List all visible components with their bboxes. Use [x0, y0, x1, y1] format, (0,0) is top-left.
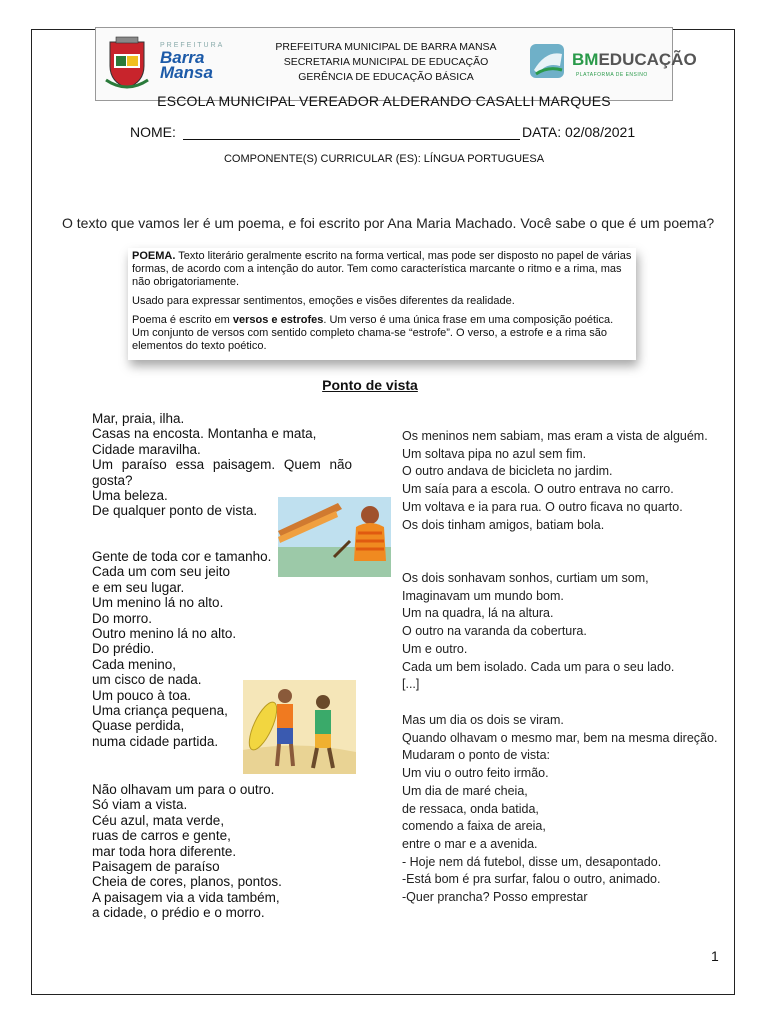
verse: Imaginavam um mundo bom. [402, 588, 564, 603]
bm-educacao-wordmark: BMEDUCAÇÃO [572, 50, 697, 69]
verse: Um na quadra, lá na altura. [402, 606, 554, 621]
verse: e em seu lugar. [92, 579, 185, 595]
intro-question: O texto que vamos ler é um poema, e foi escrito por Ana Maria Machado. Você sabe o que é um poema? [62, 215, 715, 231]
poem-definition-box [128, 248, 636, 360]
verse: Um paraíso essa paisagem. Quem não [92, 457, 352, 473]
verse: gosta? [92, 472, 133, 488]
verse: Cada menino, [92, 656, 177, 672]
verse: um cisco de nada. [92, 672, 202, 688]
verse: a cidade, o prédio e o morro. [92, 905, 265, 921]
curricular-component: COMPONENTE(S) CURRICULAR (ES): LÍNGUA PORTUGUESA [223, 153, 545, 165]
right-stanza-2 [402, 570, 674, 694]
verse: Só viam a vista. [92, 797, 188, 813]
verse: Gente de toda cor e tamanho. [92, 549, 272, 564]
definition-paragraph-3: Poema é escrito em versos e estrofes. Um verso é uma única frase em uma composição poética. Um conjunto de versos com sentido completo chama-se “estrofe”. O verso, a estrofe e a rima são elementos do texto poético. [132, 314, 614, 352]
verse: numa cidade partida. [92, 733, 219, 749]
verse: Céu azul, mata verde, [92, 812, 225, 828]
verse: -Quer prancha? Posso emprestar [402, 890, 588, 905]
verse: Os meninos nem sabiam, mas eram a vista de alguém. [402, 429, 708, 443]
left-stanza-3 [92, 782, 282, 921]
verse: Quando olhavam o mesmo mar, bem na mesma direção. [402, 730, 718, 745]
verse: Um saía para a escola. O outro entrava no carro. [402, 482, 674, 497]
right-stanza-3 [402, 712, 717, 907]
verse: Quase perdida, [92, 718, 185, 734]
verse: ruas de carros e gente, [92, 828, 231, 844]
two-boys-beach-illustration [243, 680, 356, 774]
verse: Cada um com seu jeito [92, 564, 231, 580]
verse: comendo a faixa de areia, [402, 819, 546, 834]
city-wordmark: Barra Mansa [160, 48, 213, 82]
verse: Uma beleza. [92, 488, 168, 504]
letterhead-lines: PREFEITURA MUNICIPAL DE BARRA MANSA SECRETARIA MUNICIPAL DE EDUCAÇÃO GERÊNCIA DE EDUCAÇÃO BÁSICA [275, 41, 497, 83]
verse: -Está bom é pra surfar, falou o outro, animado. [402, 872, 661, 887]
right-stanza-1 [402, 428, 708, 534]
verse: de ressaca, onda batida, [402, 801, 539, 816]
name-label: NOME: [130, 124, 176, 140]
verse: A paisagem via a vida também, [92, 889, 280, 905]
school-name: ESCOLA MUNICIPAL VEREADOR ALDERANDO CASALLI MARQUES [157, 93, 611, 109]
verse: Mudaram o ponto de vista: [402, 748, 550, 763]
verse: mar toda hora diferente. [92, 843, 237, 859]
city-crest-icon [102, 36, 152, 92]
verse: - Hoje nem dá futebol, disse um, desapontado. [402, 854, 662, 869]
definition-paragraph-1: POEMA. Texto literário geralmente escrito na forma vertical, mas pode ser disposto no papel de várias formas, de acordo com a intenção do autor. Tem como característica marcante o ritmo e a rima, mas não obrigatoriamente. [132, 250, 632, 288]
boy-with-kite-illustration [278, 497, 391, 577]
verse: Os dois sonhavam sonhos, curtiam um som, [402, 571, 649, 585]
letterhead [95, 27, 697, 101]
verse: entre o mar e a avenida. [402, 836, 538, 851]
verse: Um soltava pipa no azul sem fim. [402, 446, 587, 461]
verse: Um e outro. [402, 641, 468, 656]
verse: Cada um bem isolado. Cada um para o seu lado. [402, 659, 675, 674]
verse: Outro menino lá no alto. [92, 626, 237, 642]
page-number: 1 [711, 948, 719, 964]
verse: De qualquer ponto de vista. [92, 503, 258, 519]
date-label: DATA: 02/08/2021 [522, 124, 636, 140]
verse: Do morro. [92, 610, 153, 626]
bm-educacao-logo-icon [526, 40, 568, 82]
verse: Casas na encosta. Montanha e mata, [92, 426, 317, 442]
verse: Um viu o outro feito irmão. [402, 766, 549, 781]
verse: Um menino lá no alto. [92, 595, 224, 611]
verse: Paisagem de paraíso [92, 859, 220, 875]
verse: Mar, praia, ilha. [92, 411, 185, 426]
verse: Os dois tinham amigos, batiam bola. [402, 517, 605, 532]
bm-educacao-subtitle: PLATAFORMA DE ENSINO [576, 72, 648, 78]
verse: Não olhavam um para o outro. [92, 782, 275, 797]
verse: Cidade maravilha. [92, 441, 201, 457]
verse: [...] [402, 677, 420, 692]
verse: Mas um dia os dois se viram. [402, 713, 564, 727]
poem-title: Ponto de vista [322, 377, 418, 393]
verse: O outro na varanda da cobertura. [402, 624, 587, 639]
prefeitura-small-label: PREFEITURA [160, 42, 225, 49]
verse: Cheia de cores, planos, pontos. [92, 874, 282, 890]
verse: Um pouco à toa. [92, 687, 192, 703]
verse: Do prédio. [92, 641, 155, 657]
verse: O outro andava de bicicleta no jardim. [402, 464, 613, 479]
verse: Um dia de maré cheia, [402, 783, 528, 798]
definition-paragraph-2: Usado para expressar sentimentos, emoções e visões diferentes da realidade. [132, 295, 515, 307]
name-field-line[interactable] [183, 138, 520, 140]
verse: Uma criança pequena, [92, 703, 228, 719]
verse: Um voltava e ia para rua. O outro ficava no quarto. [402, 499, 683, 514]
